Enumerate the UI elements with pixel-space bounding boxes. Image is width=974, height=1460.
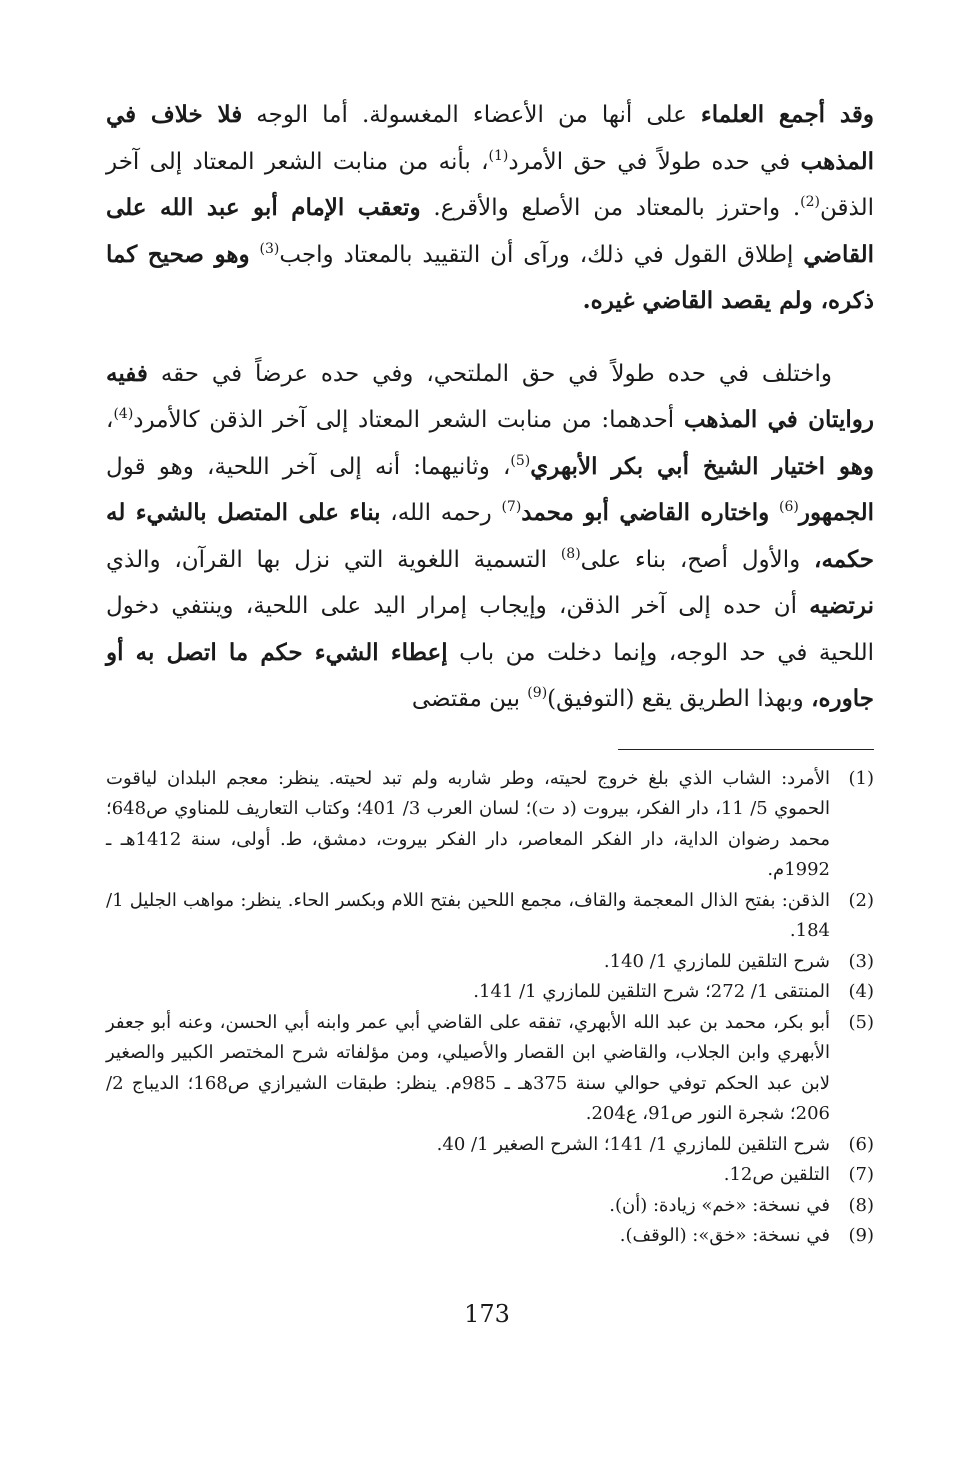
footnote-number: (6) (848, 1133, 874, 1155)
text-run (250, 242, 260, 268)
text-run: وهو صحيح كما ذكره، ولم يقصد القاضي غيره. (106, 240, 874, 314)
text-run: في حده طولاً في حق الأمرد (508, 148, 801, 175)
text-run: الجمهور (798, 499, 875, 526)
footnote-text: التلقين ص12. (723, 1164, 830, 1185)
footnote-text: المنتقى 1/ 272؛ شرح التلقين للمازري 1/ 141. (473, 981, 830, 1002)
text-run: ففيه روايتان في المذهب (106, 359, 874, 433)
footnote-item (106, 1130, 874, 1161)
text-run: والأول أصح، بناء على (580, 546, 815, 573)
text-run: أن حده إلى آخر الذقن، وإيجاب إمرار اليد على اللحية، وينتفي دخول اللحية في حد الوجه، وإنما دخلت من باب (106, 593, 874, 666)
text-run: بين مقتضى (411, 686, 528, 712)
footnote-ref: (8) (560, 545, 581, 562)
footnote-ref: (5) (510, 452, 531, 469)
text-run: واختاره القاضي أبو محمد (521, 499, 770, 526)
footnote-number: (8) (848, 1194, 874, 1216)
footnote-text: في نسخة: «خق»: (الوقف). (619, 1225, 830, 1246)
footnote-ref: (7) (501, 499, 522, 515)
footnote-item (106, 1160, 874, 1191)
footnote-text: شرح التلقين للمازري 1/ 140. (603, 950, 830, 972)
footnote-item (106, 764, 874, 886)
footnote-item (106, 977, 874, 1008)
footnote-item (106, 1191, 874, 1222)
footnote-ref: (3) (259, 240, 280, 257)
main-text (106, 92, 874, 723)
footnote-ref: (2) (800, 194, 821, 210)
footnote-ref: (6) (779, 499, 799, 515)
text-run: نرتضيه (809, 592, 874, 619)
text-run: ، بأنه من منابت الشعر المعتاد إلى آخر الذقن (106, 148, 874, 221)
footnote-separator (618, 749, 874, 750)
text-run: وتعقب الإمام أبو عبد الله على القاضي (106, 194, 874, 268)
footnote-text: شرح التلقين للمازري 1/ 141؛ الشرح الصغير 1/ 40. (436, 1133, 830, 1155)
text-run: وقد أجمع العلماء (700, 101, 874, 128)
text-run: وبهذا الطريق يقع (التوفيق) (547, 686, 812, 712)
text-run: واختلف في حده طولاً في حق الملتحي، وفي حده عرضاً في حقه (147, 360, 832, 387)
text-run: أحدهما: من منابت الشعر المعتاد إلى آخر الذقن كالأمرد (133, 407, 684, 433)
footnote-ref: (1) (488, 147, 509, 164)
text-run: وهو اختيار الشيخ أبي بكر الأبهري (530, 452, 874, 480)
footnote-item (106, 1008, 874, 1130)
text-run: فلا خلاف في المذهب (106, 101, 874, 175)
footnote-number: (5) (848, 1011, 874, 1033)
footnote-text: الأمرد: الشاب الذي بلغ خروج لحيته، وطر شاربه ولم تبد لحيته. ينظر: معجم البلدان لياقوت الحموي 5/ 11، دار الفكر، بيروت (د ت)؛ لسان العرب 3/ 401؛ وكتاب التعاريف للمناوي ص648؛ محمد رضوان الداية، دار الفكر المعاصر، دار الفكر بيروت، دمشق، ط. أولى، سنة 1412هـ ـ 1992م. (106, 767, 830, 880)
footnote-text: الذقن: بفتح الذال المعجمة والقاف، مجمع اللحين بفتح اللام وبكسر الحاء. ينظر: مواهب الجليل 1/ 184. (106, 889, 830, 941)
paragraph-2 (106, 351, 874, 723)
footnote-item (106, 1221, 874, 1252)
text-run: بناء على المتصل بالشيء له حكمه، (106, 499, 874, 573)
footnote-item (106, 886, 874, 947)
footnote-number: (4) (848, 981, 874, 1002)
footnote-number: (1) (848, 767, 874, 789)
text-run: ، (106, 407, 114, 433)
footnote-ref: (9) (527, 685, 548, 701)
paragraph-1 (106, 92, 874, 325)
footnote-ref: (4) (113, 406, 134, 422)
footnote-text: أبو بكر، محمد بن عبد الله الأبهري، تفقه على القاضي أبي عمر وابنه أبي الحسن، وعنه أبو جعفر الأبهري وابن الجلاب، والقاضي ابن القصار والأصيلي، ومن مؤلفاته شرح المختصر الكبير والصغير لابن عبد الحكم توفي حوالي سنة 375هـ ـ 985م. ينظر: طبقات الشيرازي ص168؛ الديباج 2/ 206؛ شجرة النور ص91، ع204. (106, 1011, 830, 1124)
text-run: على أنها من الأعضاء المغسولة. أما الوجه (242, 102, 701, 128)
footnote-number: (7) (848, 1164, 874, 1185)
footnote-text: في نسخة: «خم» زيادة: (أن). (609, 1194, 830, 1216)
footnote-number: (3) (848, 950, 874, 972)
page-number: 173 (464, 1300, 510, 1328)
text-run: إطلاق القول في ذلك، ورآى أن التقييد بالمعتاد واجب (279, 241, 804, 268)
text-run (769, 500, 779, 526)
text-run: التسمية اللغوية التي نزل بها القرآن، والذي (106, 546, 561, 573)
footnote-number: (9) (848, 1225, 874, 1246)
footnote-item (106, 947, 874, 978)
text-run: إعطاء الشيء حكم ما اتصل به أو جاوره، (106, 638, 874, 712)
text-run: رحمه الله، (380, 500, 502, 526)
footnote-number: (2) (848, 889, 874, 911)
text-run: . واحترز بالمعتاد من الأصلع والأقرع. (420, 195, 801, 221)
footnotes (106, 764, 874, 1252)
text-run: ، وثانيهما: أنه إلى آخر اللحية، وهو قول (106, 453, 511, 480)
